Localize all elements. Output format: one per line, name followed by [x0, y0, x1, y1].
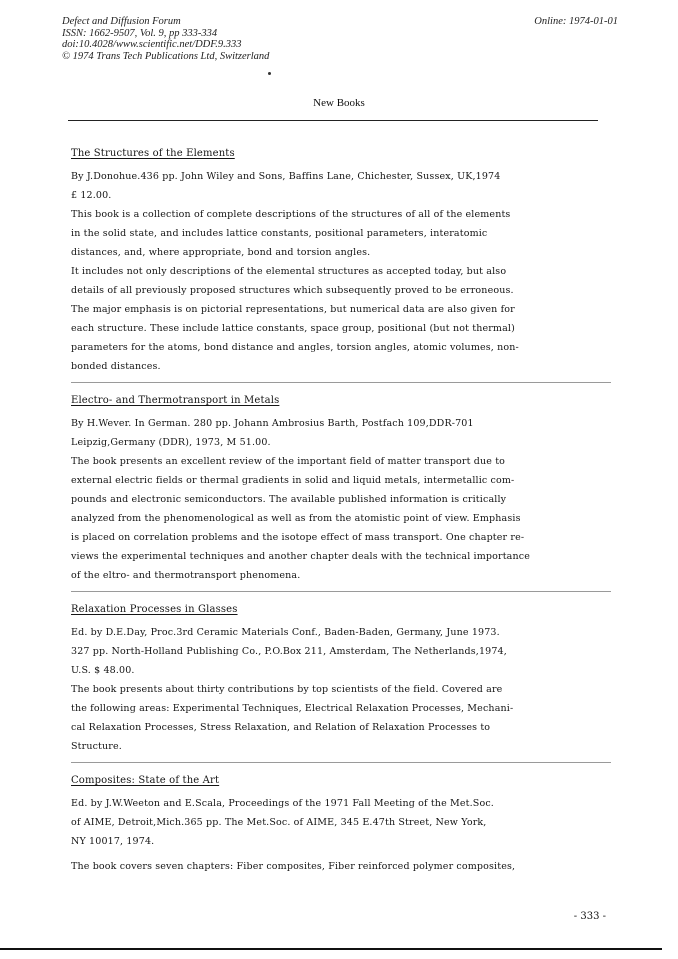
book-line: Ed. by J.W.Weeton and E.Scala, Proceedings of the 1971 Fall Meeting of the Met.Soc.: [71, 798, 494, 809]
section-separator: [71, 591, 611, 592]
decorative-dot: [268, 72, 271, 75]
book-line: U.S. $ 48.00.: [71, 665, 135, 676]
book-line: The book presents an excellent review of the important field of matter transport due to: [71, 456, 506, 467]
book-line: pounds and electronic semiconductors. The available published information is critically: [71, 494, 507, 505]
book-line: of AIME, Detroit,Mich.365 pp. The Met.Soc. of AIME, 345 E.47th Street, New York,: [71, 817, 487, 828]
book-line: is placed on correlation problems and the isotope effect of mass transport. One chapter re-: [71, 532, 525, 543]
book-line: The book presents about thirty contributions by top scientists of the field. Covered are: [71, 684, 503, 695]
book-line: the following areas: Experimental Techniques, Electrical Relaxation Processes, Mechani-: [71, 703, 514, 714]
book-line: views the experimental techniques and another chapter deals with the technical importance: [71, 551, 530, 562]
book-line: bonded distances.: [71, 361, 161, 372]
book-line: Leipzig,Germany (DDR), 1973, M 51.00.: [71, 437, 271, 448]
book-line: £ 12.00.: [71, 190, 112, 201]
bottom-rule: [0, 948, 662, 950]
book-list: [71, 144, 611, 876]
book-line: Ed. by D.E.Day, Proc.3rd Ceramic Materials Conf., Baden-Baden, Germany, June 1973.: [71, 627, 500, 638]
book-line: cal Relaxation Processes, Stress Relaxation, and Relation of Relaxation Processes to: [71, 722, 491, 733]
book-entry: [71, 771, 611, 876]
book-line: analyzed from the phenomenological as well as from the atomistic point of view. Emphasis: [71, 513, 521, 524]
section-title: New Books: [313, 97, 365, 109]
book-title: The Structures of the Elements: [71, 148, 235, 159]
book-line: distances, and, where appropriate, bond and torsion angles.: [71, 247, 371, 258]
book-line: in the solid state, and includes lattice constants, positional parameters, interatomic: [71, 228, 488, 239]
book-line: By J.Donohue.436 pp. John Wiley and Sons, Baffins Lane, Chichester, Sussex, UK,1974: [71, 171, 501, 182]
book-title: Relaxation Processes in Glasses: [71, 604, 238, 615]
doi-line: doi:10.4028/www.scientific.net/DDF.9.333: [62, 39, 242, 50]
page-number: - 333 -: [573, 911, 606, 922]
top-rule: [68, 120, 598, 121]
book-entry: [71, 600, 611, 756]
book-line: 327 pp. North-Holland Publishing Co., P.O.Box 211, Amsterdam, The Netherlands,1974,: [71, 646, 507, 657]
book-line: NY 10017, 1974.: [71, 836, 155, 847]
book-entry: [71, 391, 611, 585]
page-header: [62, 16, 618, 62]
book-title: Electro- and Thermotransport in Metals: [71, 395, 280, 406]
book-line: The book covers seven chapters: Fiber composites, Fiber reinforced polymer composites,: [71, 861, 516, 872]
journal-name: Defect and Diffusion Forum: [62, 16, 181, 27]
issn-line: ISSN: 1662-9507, Vol. 9, pp 333-334: [62, 27, 218, 39]
online-date: Online: 1974-01-01: [534, 16, 618, 27]
section-separator: [71, 762, 611, 763]
section-separator: [71, 382, 611, 383]
book-line: details of all previously proposed structures which subsequently proved to be erroneous.: [71, 285, 514, 296]
book-line: each structure. These include lattice constants, space group, positional (but not thermal): [71, 323, 515, 334]
book-line: By H.Wever. In German. 280 pp. Johann Ambrosius Barth, Postfach 109,DDR-701: [71, 418, 474, 429]
book-line: This book is a collection of complete descriptions of the structures of all of the elements: [71, 209, 511, 220]
book-entry: [71, 144, 611, 376]
book-line: of the eltro- and thermotransport phenomena.: [71, 570, 301, 581]
book-line: parameters for the atoms, bond distance and angles, torsion angles, atomic volumes, non-: [71, 342, 519, 353]
book-line: The major emphasis is on pictorial representations, but numerical data are also given for: [71, 304, 515, 315]
book-line: It includes not only descriptions of the elemental structures as accepted today, but also: [71, 266, 507, 277]
book-line: Structure.: [71, 741, 122, 752]
book-line: external electric fields or thermal gradients in solid and liquid metals, intermetallic com-: [71, 475, 515, 486]
copyright-line: © 1974 Trans Tech Publications Ltd, Switzerland: [62, 50, 270, 62]
book-title: Composites: State of the Art: [71, 775, 220, 786]
